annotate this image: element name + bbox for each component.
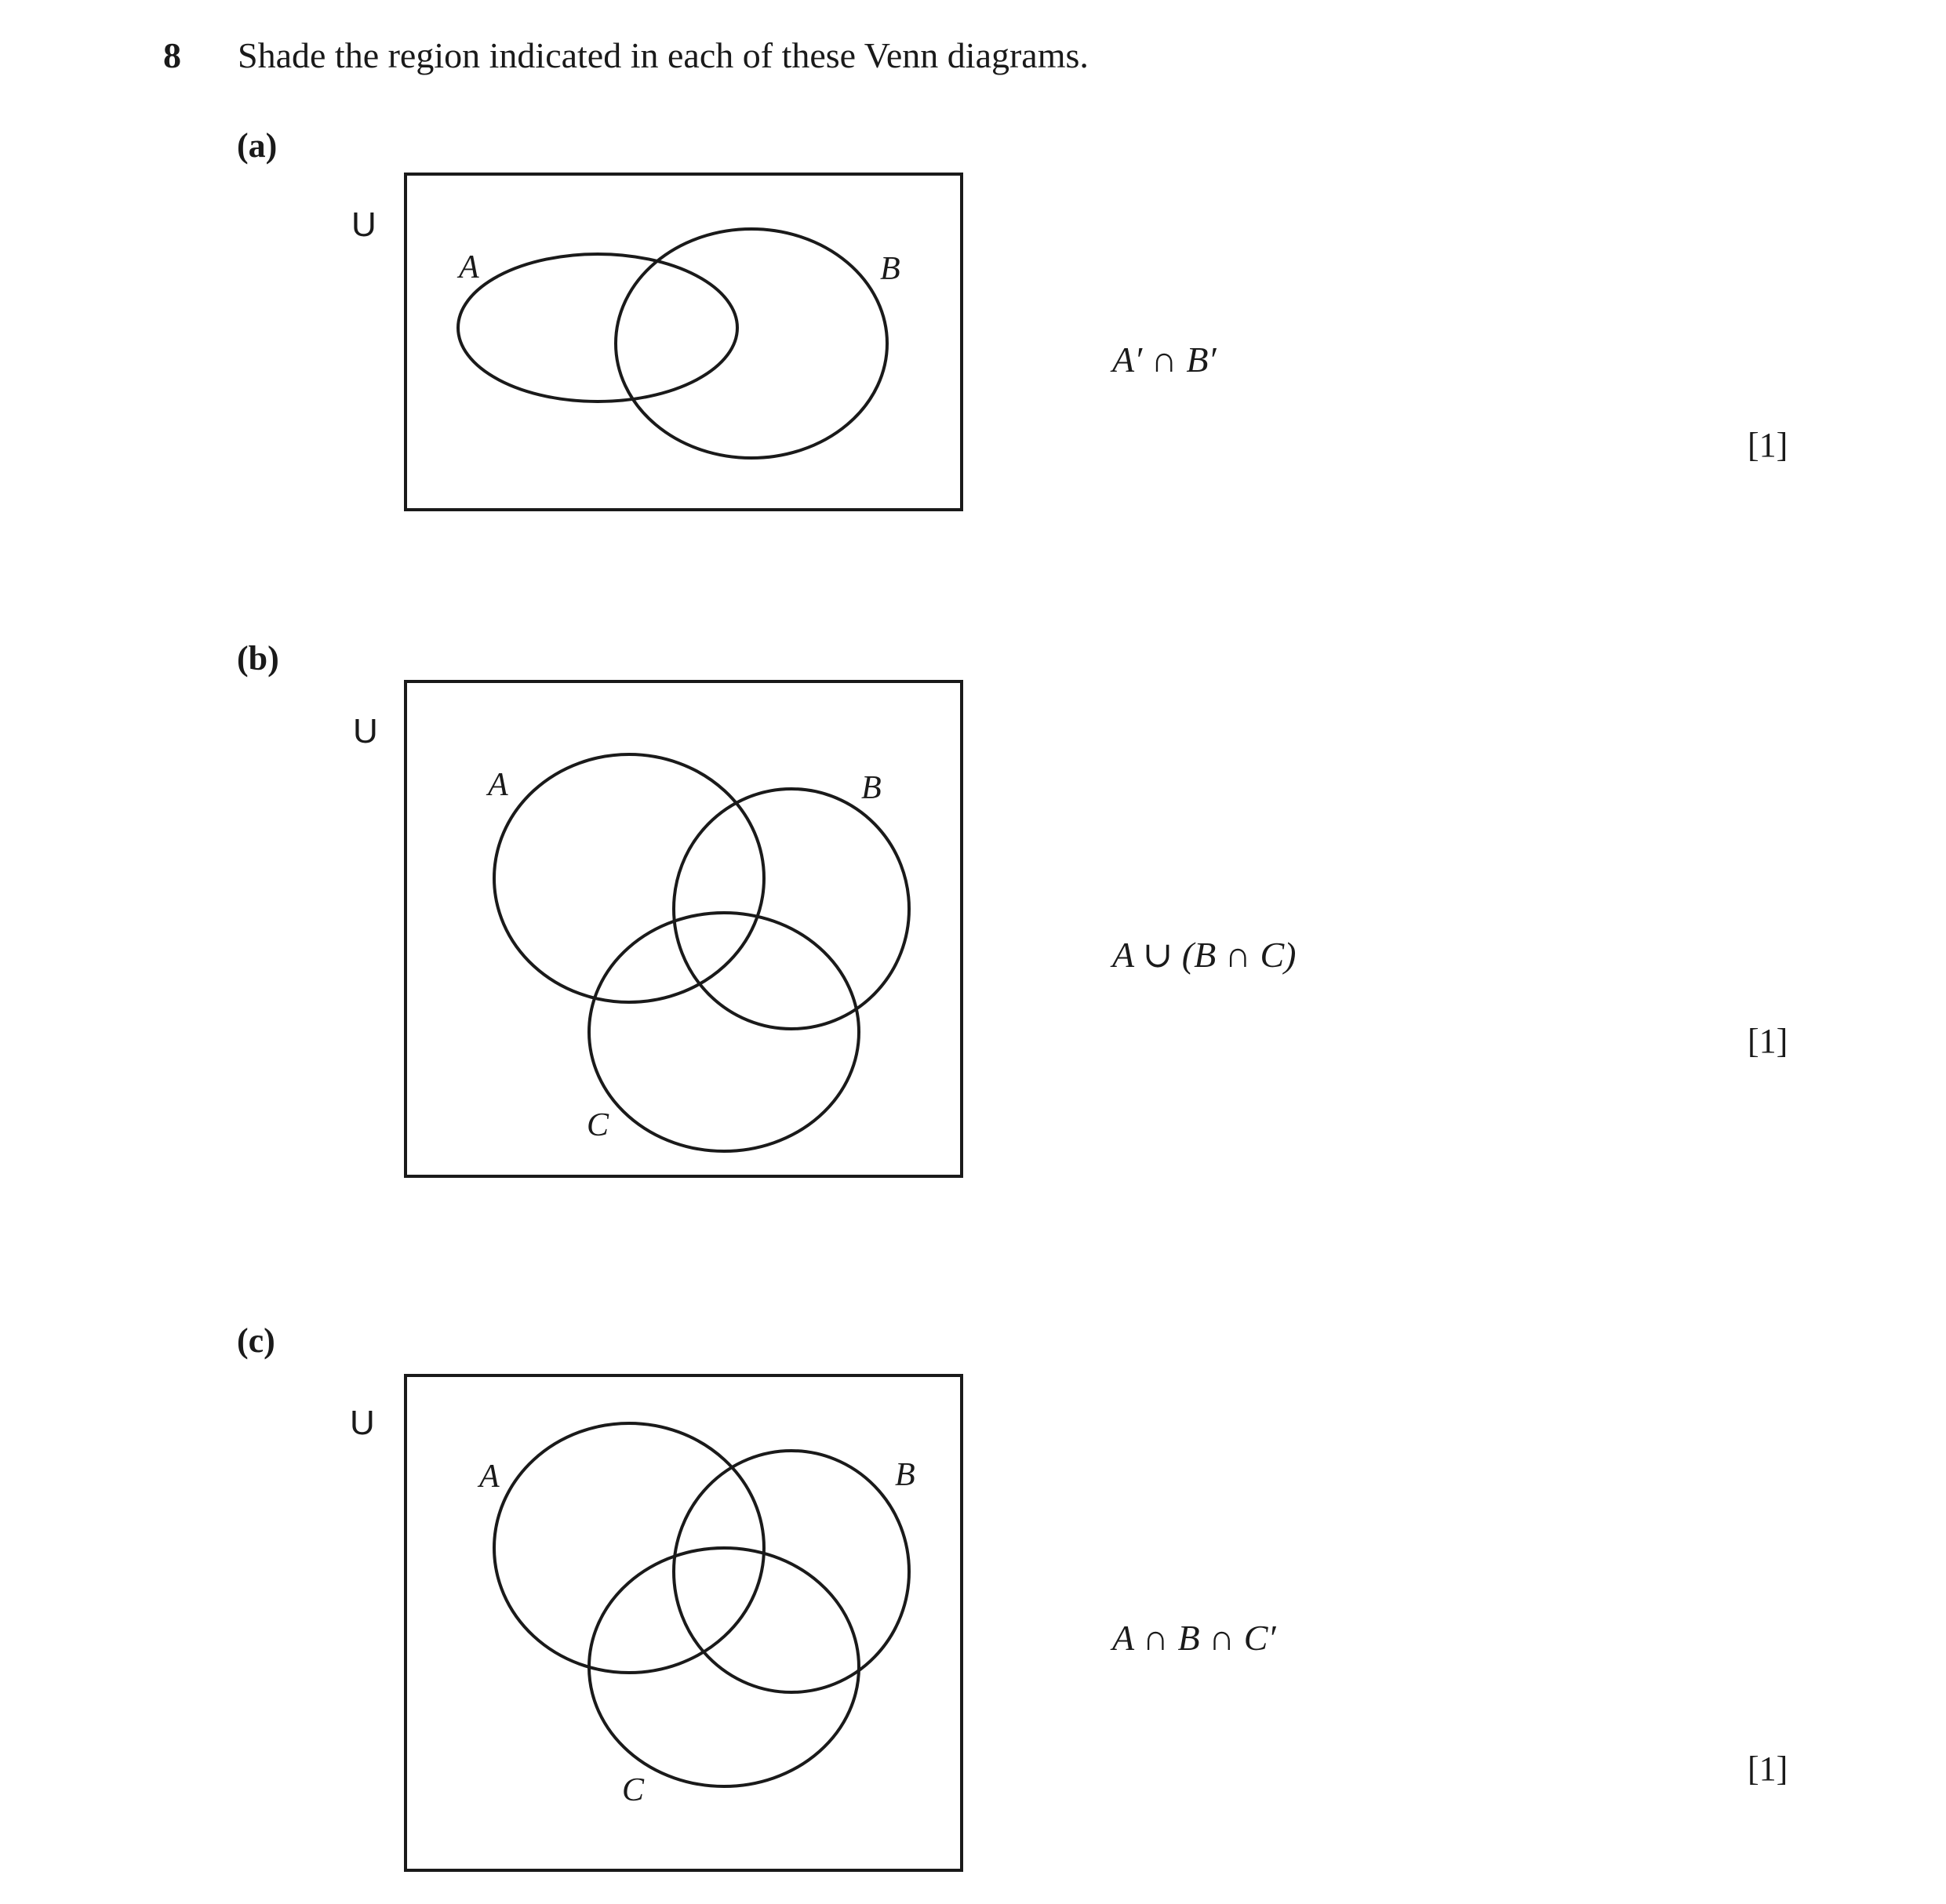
part-b-label: (b) (237, 639, 279, 678)
question-number: 8 (163, 35, 181, 75)
part-a-label: (a) (237, 126, 278, 165)
venn-b-set-b-label: B (861, 770, 882, 806)
part-c-label: (c) (237, 1321, 275, 1360)
venn-c-set-c-ellipse[interactable] (589, 1548, 859, 1786)
part-b-expression: A ∪ (B ∩ C) (1112, 935, 1297, 975)
venn-c-set-a-label: A (479, 1459, 500, 1495)
question-instruction: Shade the region indicated in each of these Venn diagrams. (238, 35, 1089, 75)
venn-b-set-a-label: A (488, 767, 508, 803)
part-b-universal-symbol: U (353, 712, 378, 750)
part-a-universal-symbol: U (351, 205, 376, 244)
venn-b-set-c-label: C (587, 1107, 609, 1143)
venn-a-set-a-label: A (459, 249, 479, 285)
part-b-marks: [1] (1748, 1022, 1788, 1060)
part-c-marks: [1] (1748, 1750, 1788, 1788)
venn-c-set-c-label: C (622, 1772, 645, 1808)
venn-c-set-b-label: B (895, 1457, 915, 1493)
venn-c-set-b-ellipse[interactable] (674, 1451, 909, 1692)
part-a-expression: A′ ∩ B′ (1112, 340, 1217, 380)
part-c-universal-symbol: U (350, 1404, 375, 1442)
venn-a-set-b-label: B (880, 251, 900, 287)
part-a-marks: [1] (1748, 426, 1788, 464)
part-c-expression: A ∩ B ∩ C′ (1112, 1618, 1276, 1658)
